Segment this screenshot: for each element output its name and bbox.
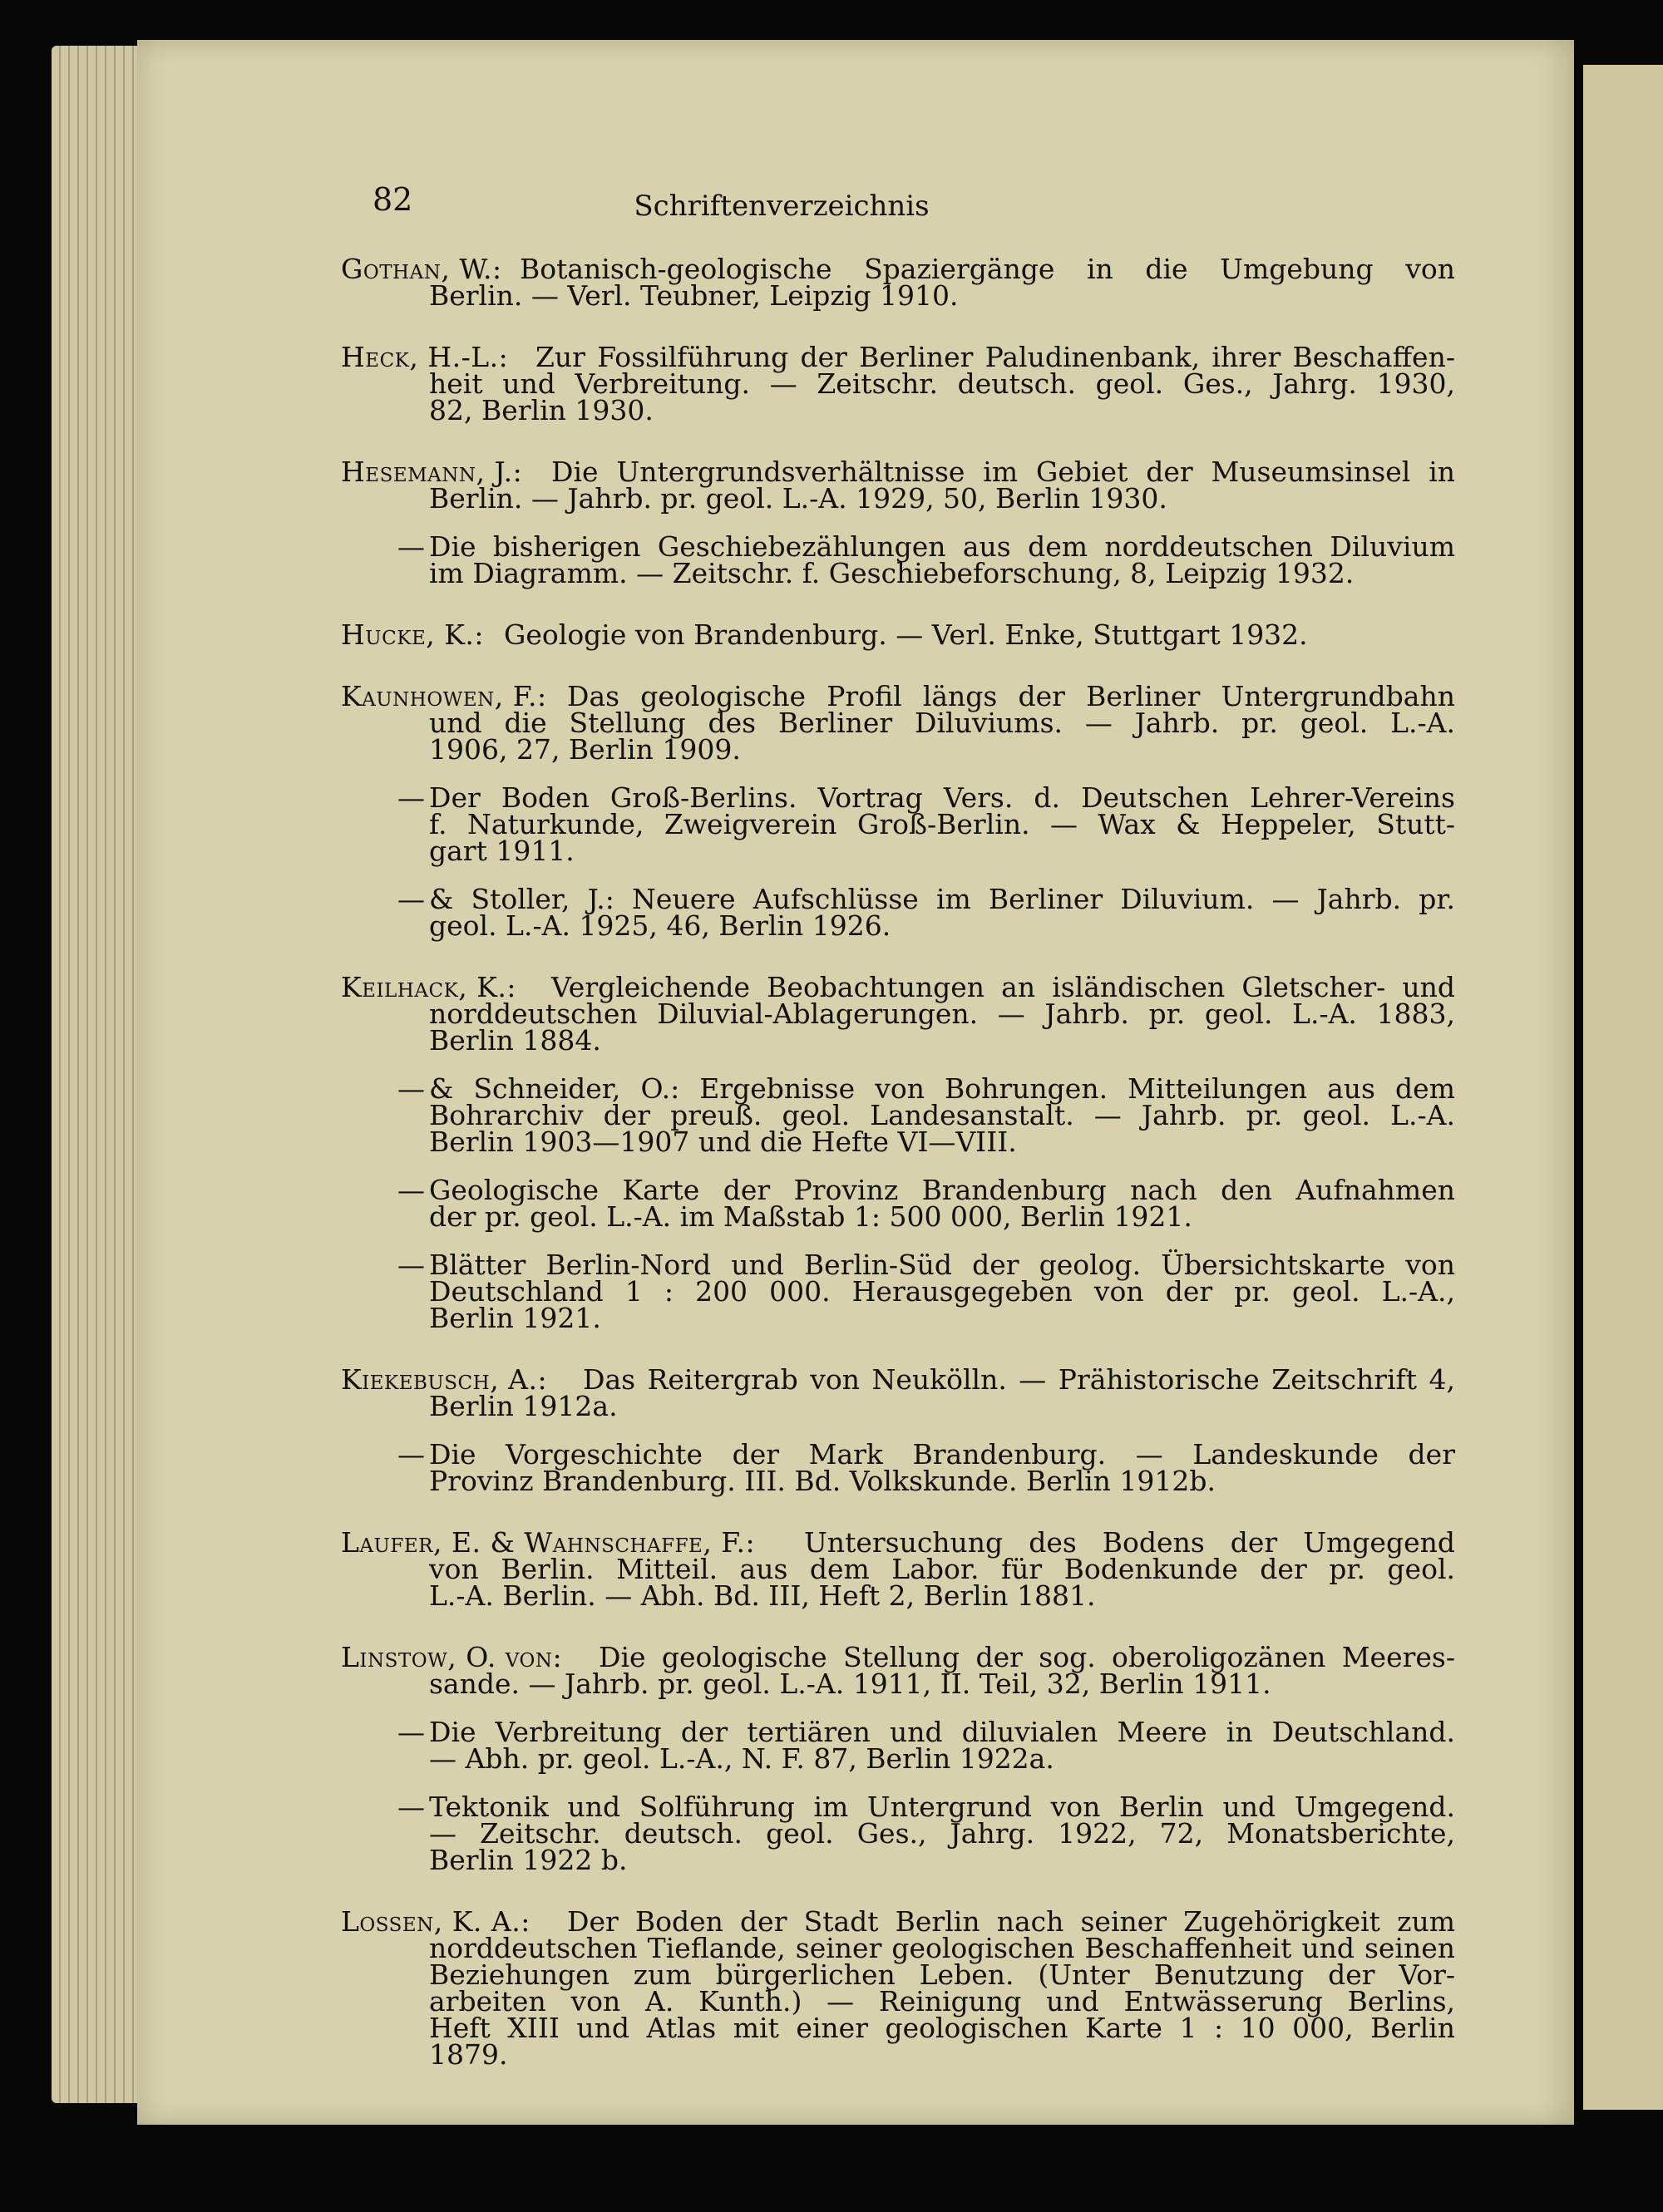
entry-line: & Stoller, J.: Neuere Aufschlüsse im Berliner Diluvium. — Jahrb. pr. bbox=[429, 883, 1455, 915]
entry-author: Hucke, K.: bbox=[341, 618, 484, 651]
entry-line: der pr. geol. L.-A. im Maßstab 1: 500 000, Berlin 1921. bbox=[429, 1200, 1192, 1233]
entry-line: und die Stellung des Berliner Diluviums. — Jahrb. pr. geol. L.-A. bbox=[429, 707, 1455, 739]
entry-line: Berlin 1912a. bbox=[429, 1390, 618, 1422]
entry-line: Deutschland 1 : 200 000. Herausgegeben von der pr. geol. L.-A., bbox=[429, 1275, 1455, 1308]
entry-line: 1906, 27, Berlin 1909. bbox=[429, 733, 741, 766]
entry-line: Berlin 1884. bbox=[429, 1024, 601, 1057]
bib-entry bbox=[341, 1905, 1455, 2071]
bib-entry bbox=[341, 456, 1455, 515]
entry-line: Berlin 1922 b. bbox=[429, 1844, 628, 1876]
bibliography bbox=[341, 253, 1455, 2103]
repeat-author-dash: — bbox=[397, 781, 425, 814]
entry-line: Die Vorgeschichte der Mark Brandenburg. — Landeskunde der bbox=[429, 1438, 1455, 1471]
bib-entry bbox=[341, 1174, 1455, 1233]
entry-line: Untersuchung des Bodens der Umgegend bbox=[804, 1526, 1455, 1559]
entry-line: heit und Verbreitung. — Zeitschr. deutsch. geol. Ges., Jahrg. 1930, bbox=[429, 367, 1455, 400]
entry-line: norddeutschen Diluvial-Ablagerungen. — Jahrb. pr. geol. L.-A. 1883, bbox=[429, 998, 1455, 1030]
repeat-author-dash: — bbox=[397, 1072, 425, 1105]
entry-author: Gothan, W.: bbox=[341, 253, 502, 285]
bib-entry bbox=[341, 1526, 1455, 1612]
entry-line: Der Boden Groß-Berlins. Vortrag Vers. d. Deutschen Lehrer-Vereins bbox=[429, 781, 1455, 814]
entry-line: Die geologische Stellung der sog. oberoligozänen Meeres- bbox=[599, 1641, 1455, 1673]
entry-line: Berlin 1921. bbox=[429, 1302, 601, 1334]
entry-line: Vergleichende Beobachtungen an isländischen Gletscher- und bbox=[551, 971, 1455, 1003]
bib-entry bbox=[341, 971, 1455, 1057]
entry-line: — Abh. pr. geol. L.-A., N. F. 87, Berlin 1922a. bbox=[429, 1742, 1054, 1775]
entry-line: Die Untergrundsverhältnisse im Gebiet der Museumsinsel in bbox=[551, 456, 1455, 488]
entry-line: Blätter Berlin-Nord und Berlin-Süd der geolog. Übersichtskarte von bbox=[429, 1249, 1455, 1281]
bib-entry bbox=[341, 253, 1455, 312]
bib-entry bbox=[341, 618, 1455, 651]
bib-entry bbox=[341, 1363, 1455, 1422]
repeat-author-dash: — bbox=[397, 530, 425, 563]
entry-line: geol. L.-A. 1925, 46, Berlin 1926. bbox=[429, 909, 891, 942]
bib-entry bbox=[341, 530, 1455, 589]
entry-line: Der Boden der Stadt Berlin nach seiner Zugehörigkeit zum bbox=[567, 1905, 1455, 1938]
entry-line: Geologische Karte der Provinz Brandenburg nach den Aufnahmen bbox=[429, 1174, 1455, 1206]
entry-line: Die bisherigen Geschiebezählungen aus dem norddeutschen Diluvium bbox=[429, 530, 1455, 563]
entry-line: arbeiten von A. Kunth.) — Reinigung und Entwässerung Berlins, bbox=[429, 1985, 1455, 2017]
entry-line: — Zeitschr. deutsch. geol. Ges., Jahrg. 1922, 72, Monatsberichte, bbox=[429, 1817, 1455, 1850]
entry-line: Provinz Brandenburg. III. Bd. Volkskunde. Berlin 1912b. bbox=[429, 1465, 1216, 1497]
entry-line: L.-A. Berlin. — Abh. Bd. III, Heft 2, Berlin 1881. bbox=[429, 1579, 1096, 1612]
entry-line: sande. — Jahrb. pr. geol. L.-A. 1911, II. Teil, 32, Berlin 1911. bbox=[429, 1668, 1271, 1700]
bib-entry bbox=[341, 1249, 1455, 1334]
entry-line: gart 1911. bbox=[429, 835, 575, 867]
bib-entry bbox=[341, 1072, 1455, 1158]
repeat-author-dash: — bbox=[397, 1791, 425, 1823]
entry-line: von Berlin. Mitteil. aus dem Labor. für Bodenkunde der pr. geol. bbox=[429, 1553, 1455, 1585]
entry-line: Die Verbreitung der tertiären und diluvialen Meere in Deutschland. bbox=[429, 1716, 1455, 1748]
bib-entry bbox=[341, 1716, 1455, 1775]
repeat-author-dash: — bbox=[397, 1716, 425, 1748]
entry-line: Tektonik und Solführung im Untergrund von Berlin und Umgegend. bbox=[429, 1791, 1455, 1823]
repeat-author-dash: — bbox=[397, 1438, 425, 1471]
entry-line: im Diagramm. — Zeitschr. f. Geschiebeforschung, 8, Leipzig 1932. bbox=[429, 557, 1355, 589]
entry-author: Laufer, E. & Wahnschaffe, F.: bbox=[341, 1526, 756, 1559]
repeat-author-dash: — bbox=[397, 1249, 425, 1281]
bib-entry bbox=[341, 1641, 1455, 1700]
page-title: Schriftenverzeichnis bbox=[634, 190, 930, 223]
entry-line: Berlin 1903—1907 und die Hefte VI—VIII. bbox=[429, 1126, 1017, 1158]
repeat-author-dash: — bbox=[397, 1174, 425, 1206]
bib-entry bbox=[341, 883, 1455, 942]
entry-author: Linstow, O. von: bbox=[341, 1641, 563, 1673]
entry-author: Hesemann, J.: bbox=[341, 456, 523, 488]
entry-line: & Schneider, O.: Ergebnisse von Bohrungen. Mitteilungen aus dem bbox=[429, 1072, 1455, 1105]
entry-line: Geologie von Brandenburg. — Verl. Enke, Stuttgart 1932. bbox=[504, 618, 1308, 651]
entry-line: norddeutschen Tieflande, seiner geologischen Beschaffenheit und seinen bbox=[429, 1932, 1455, 1964]
entry-line: 82, Berlin 1930. bbox=[429, 394, 654, 426]
repeat-author-dash: — bbox=[397, 883, 425, 915]
entry-line: Berlin. — Jahrb. pr. geol. L.-A. 1929, 50, Berlin 1930. bbox=[429, 482, 1167, 515]
entry-line: Beziehungen zum bürgerlichen Leben. (Unter Benutzung der Vor- bbox=[429, 1958, 1455, 1991]
entry-line: 1879. bbox=[429, 2038, 508, 2071]
entry-line: Das geologische Profil längs der Berliner Untergrundbahn bbox=[567, 680, 1455, 712]
entry-line: Berlin. — Verl. Teubner, Leipzig 1910. bbox=[429, 279, 959, 312]
entry-author: Lossen, K. A.: bbox=[341, 1905, 530, 1938]
facing-page bbox=[1583, 65, 1663, 2110]
entry-line: Zur Fossilführung der Berliner Paludinenbank, ihrer Beschaffen- bbox=[535, 341, 1455, 373]
bib-entry bbox=[341, 341, 1455, 426]
bib-entry bbox=[341, 1438, 1455, 1497]
bib-entry bbox=[341, 781, 1455, 867]
entry-author: Kaunhowen, F.: bbox=[341, 680, 547, 712]
entry-line: f. Naturkunde, Zweigverein Groß-Berlin. — Wax & Heppeler, Stutt- bbox=[429, 808, 1455, 840]
bib-entry bbox=[341, 680, 1455, 766]
entry-line: Botanisch-geologische Spaziergänge in die Umgebung von bbox=[520, 253, 1455, 285]
entry-author: Kiekebusch, A.: bbox=[341, 1363, 548, 1396]
entry-author: Heck, H.-L.: bbox=[341, 341, 509, 373]
bib-entry bbox=[341, 1791, 1455, 1876]
page-number: 82 bbox=[373, 181, 413, 218]
entry-line: Bohrarchiv der preuß. geol. Landesanstalt. — Jahrb. pr. geol. L.-A. bbox=[429, 1099, 1455, 1131]
entry-line: Heft XIII und Atlas mit einer geologischen Karte 1 : 10 000, Berlin bbox=[429, 2012, 1455, 2044]
entry-author: Keilhack, K.: bbox=[341, 971, 516, 1003]
entry-line: Das Reitergrab von Neukölln. — Prähistorische Zeitschrift 4, bbox=[583, 1363, 1455, 1396]
